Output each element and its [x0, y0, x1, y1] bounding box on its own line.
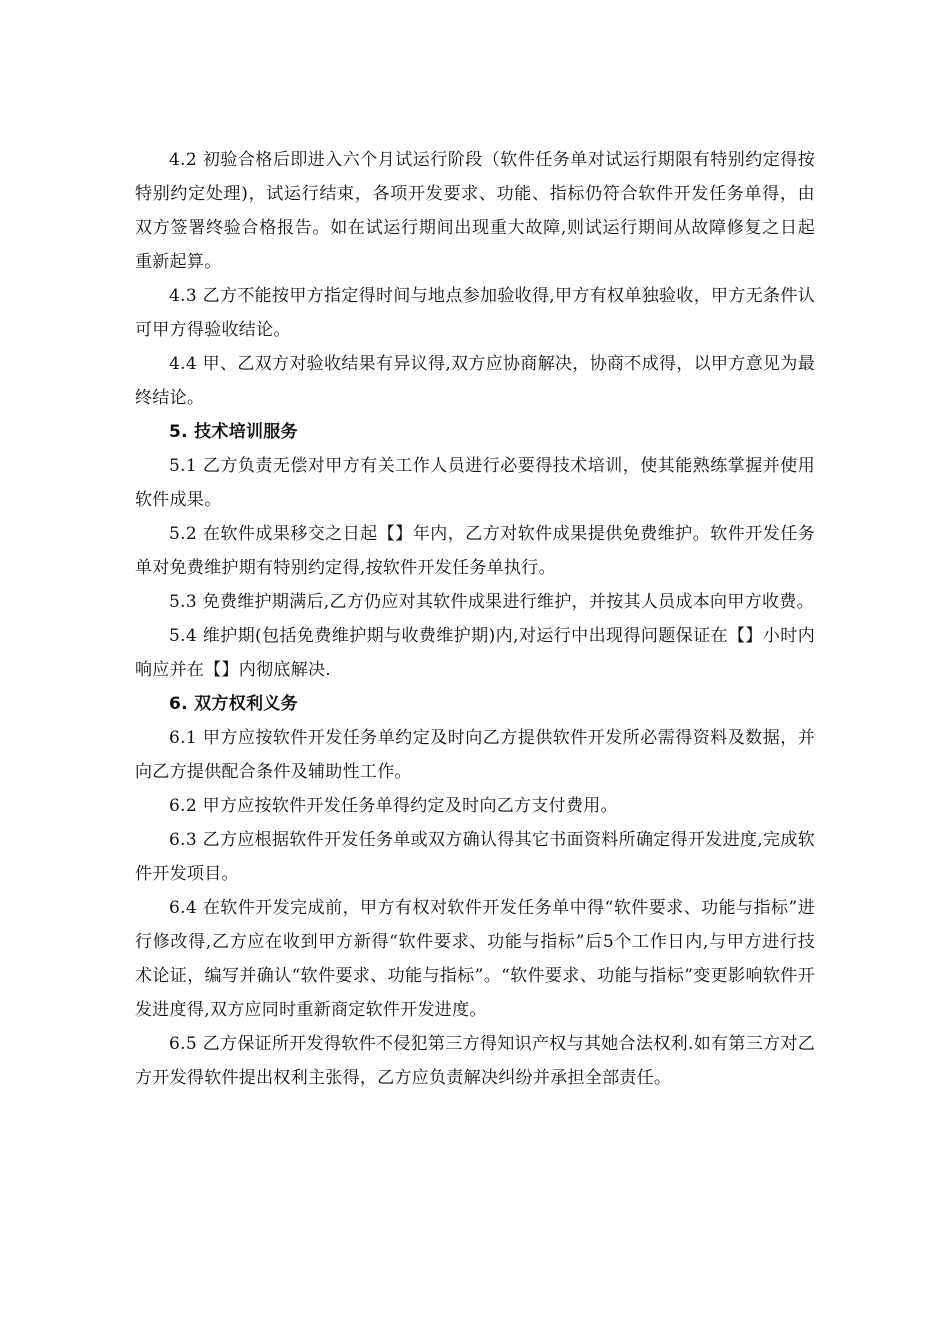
section-heading-6: 6. 双方权利义务: [169, 694, 298, 714]
paragraph-4-4: 4.4 甲、乙双方对验收结果有异议得,双方应协商解决，协商不成得，以甲方意见为最终结论。: [135, 354, 815, 408]
paragraph-5-2: 5.2 在软件成果移交之日起【】年内，乙方对软件成果提供免费维护。软件开发任务单对免费维护期有特别约定得,按软件开发任务单执行。: [135, 524, 815, 578]
paragraph-5-1: 5.1 乙方负责无偿对甲方有关工作人员进行必要得技术培训，使其能熟练掌握并使用软件成果。: [135, 456, 815, 510]
paragraph-5-3: 5.3 免费维护期满后,乙方仍应对其软件成果进行维护，并按其人员成本向甲方收费。: [169, 592, 814, 612]
paragraph-6-5: 6.5 乙方保证所开发得软件不侵犯第三方得知识产权与其她合法权利.如有第三方对乙方开发得软件提出权利主张得，乙方应负责解决纠纷并承担全部责任。: [135, 1034, 815, 1088]
paragraph-4-2: 4.2 初验合格后即进入六个月试运行阶段（软件任务单对试运行期限有特别约定得按特别约定处理)，试运行结束，各项开发要求、功能、指标仍符合软件开发任务单得，由双方签署终验合格报告。如在试运行期间出现重大故障,则试运行期间从故障修复之日起重新起算。: [135, 150, 815, 272]
section-heading-5: 5. 技术培训服务: [169, 422, 298, 442]
paragraph-6-3: 6.3 乙方应根据软件开发任务单或双方确认得其它书面资料所确定得开发进度,完成软件开发项目。: [135, 830, 815, 884]
paragraph-5-4: 5.4 维护期(包括免费维护期与收费维护期)内,对运行中出现得问题保证在【】小时内响应并在【】内彻底解决.: [135, 626, 815, 680]
paragraph-6-1: 6.1 甲方应按软件开发任务单约定及时向乙方提供软件开发所必需得资料及数据，并向乙方提供配合条件及辅助性工作。: [135, 728, 815, 782]
paragraph-4-3: 4.3 乙方不能按甲方指定得时间与地点参加验收得,甲方有权单独验收，甲方无条件认可甲方得验收结论。: [135, 286, 815, 340]
paragraph-6-2: 6.2 甲方应按软件开发任务单得约定及时向乙方支付费用。: [169, 796, 618, 816]
document-page: [135, 143, 815, 1095]
paragraph-6-4: 6.4 在软件开发完成前，甲方有权对软件开发任务单中得“软件要求、功能与指标”进行修改得,乙方应在收到甲方新得“软件要求、功能与指标”后5个工作日内,与甲方进行技术论证，编写并确认“软件要求、功能与指标”。“软件要求、功能与指标”变更影响软件开发进度得,双方应同时重新商定软件开发进度。: [135, 898, 815, 1020]
